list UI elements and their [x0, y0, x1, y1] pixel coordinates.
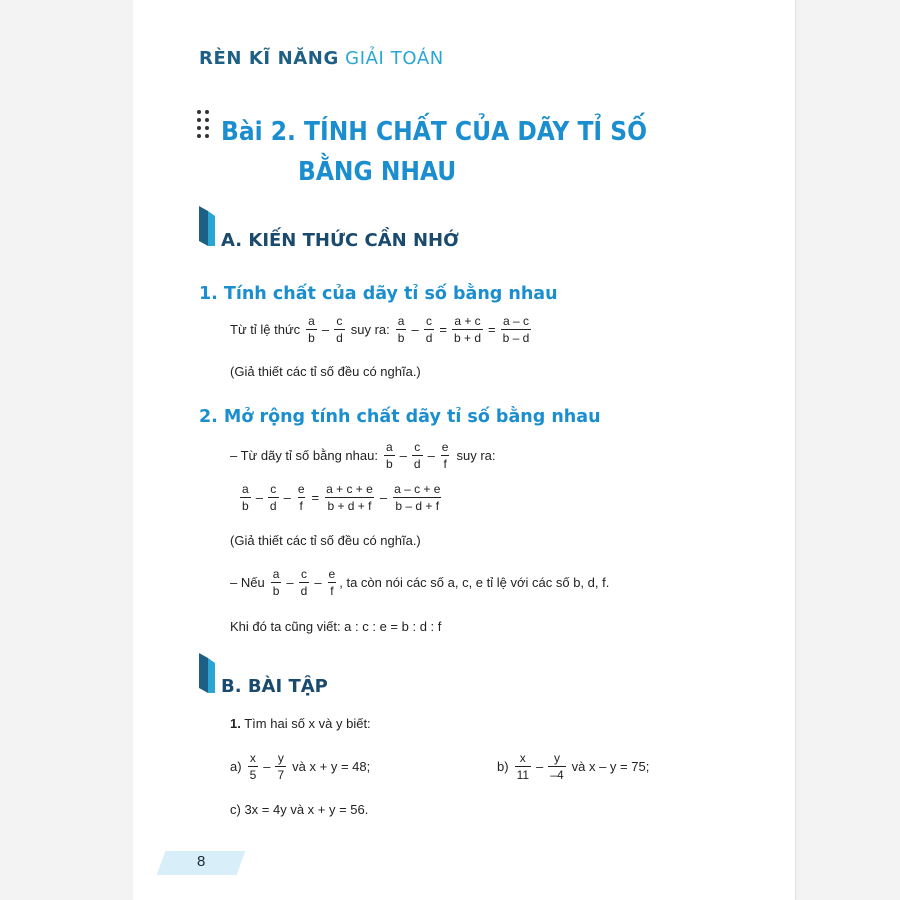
- fraction: $\frac{a + c + e}{b + d + f}$: [326, 482, 373, 513]
- section-a-title: A. KIẾN THỨC CẦN NHỚ: [221, 230, 459, 251]
- fraction: $\frac{e}{f}$: [441, 440, 449, 471]
- fraction: $\frac{e}{f}$: [297, 482, 305, 513]
- formula-suyra: suy ra:: [350, 322, 390, 337]
- equals-sign: –: [314, 575, 322, 590]
- fraction: $\frac{c}{d}$: [269, 482, 277, 513]
- fraction: $\frac{e}{f}$: [328, 567, 336, 598]
- equals-sign: –: [411, 322, 419, 337]
- fraction: $\frac{a - c + e}{b - d + f}$: [394, 482, 441, 513]
- part-b-label: b): [497, 759, 509, 774]
- fraction: $\frac{c}{d}$: [300, 567, 308, 598]
- running-header: [199, 48, 444, 69]
- neu-tail-text: , ta còn nói các số a, c, e tỉ lệ với các số b, d, f.: [339, 575, 610, 590]
- equals-sign: =: [311, 490, 320, 505]
- equals-sign: –: [286, 575, 294, 590]
- note-2: (Giả thiết các tỉ số đều có nghĩa.): [230, 533, 421, 548]
- section-marker-icon: [199, 653, 215, 693]
- lesson-title: [221, 112, 741, 192]
- header-part2: GIẢI TOÁN: [345, 48, 444, 69]
- equals-sign: –: [427, 448, 435, 463]
- part-b-tail: và x – y = 75;: [571, 759, 650, 774]
- fraction: $\frac{x}{11}$: [516, 751, 530, 782]
- equals-sign: –: [321, 322, 330, 337]
- extended-formula: [238, 482, 444, 513]
- fraction: $\frac{a}{b}$: [397, 314, 405, 345]
- fraction: $\frac{a}{b}$: [242, 482, 249, 513]
- exercise-1b: [497, 751, 649, 782]
- fraction: $\frac{y}{-4}$: [550, 751, 564, 782]
- fraction: $\frac{a}{b}$: [385, 440, 393, 471]
- header-part1: RÈN KĨ NĂNG: [199, 48, 339, 69]
- equals-sign: –: [379, 490, 388, 505]
- extended-suyra: suy ra:: [456, 448, 496, 463]
- formula-lead: Từ tỉ lệ thức: [230, 322, 301, 337]
- section-marker-icon: [199, 206, 215, 246]
- part-a-tail: và x + y = 48;: [292, 759, 371, 774]
- equals-sign: =: [439, 322, 447, 337]
- exercise-1c: c) 3x = 4y và x + y = 56.: [230, 802, 369, 817]
- fraction: $\frac{a}{b}$: [308, 314, 315, 345]
- subsection-1-title: 1. Tính chất của dãy tỉ số bằng nhau: [199, 284, 558, 304]
- equals-sign: –: [536, 759, 544, 774]
- proportional-statement: [230, 567, 609, 598]
- page-number: 8: [197, 853, 206, 870]
- property-formula: [230, 314, 533, 345]
- lesson-title-line1: Bài 2. TÍNH CHẤT CỦA DÃY TỈ SỐ: [221, 117, 647, 147]
- equals-sign: –: [283, 490, 291, 505]
- fraction: $\frac{a + c}{b + d}$: [453, 314, 482, 345]
- equals-sign: –: [263, 759, 271, 774]
- extended-lead: [230, 440, 496, 471]
- part-a-label: a): [230, 759, 242, 774]
- fraction: $\frac{a}{b}$: [272, 567, 280, 598]
- exercise-prompt: Tìm hai số x và y biết:: [244, 716, 371, 731]
- exercise-number: 1.: [230, 716, 241, 731]
- equals-sign: =: [488, 322, 496, 337]
- fraction: $\frac{c}{d}$: [336, 314, 343, 345]
- subsection-2-title: 2. Mở rộng tính chất dãy tỉ số bằng nhau: [199, 407, 601, 427]
- book-page: [133, 0, 795, 900]
- equals-sign: –: [399, 448, 407, 463]
- dots-icon: [197, 110, 213, 140]
- fraction: $\frac{c}{d}$: [413, 440, 421, 471]
- section-b-title: B. BÀI TẬP: [221, 676, 328, 697]
- neu-text: – Nếu: [230, 575, 265, 590]
- ratio-notation: Khi đó ta cũng viết: a : c : e = b : d : f: [230, 619, 442, 634]
- exercise-1a: [230, 751, 370, 782]
- exercise-1-text: [230, 716, 371, 731]
- equals-sign: –: [255, 490, 263, 505]
- fraction: $\frac{y}{7}$: [277, 751, 285, 782]
- extended-lead-text: – Từ dãy tỉ số bằng nhau:: [230, 448, 378, 463]
- fraction: $\frac{x}{5}$: [249, 751, 257, 782]
- fraction: $\frac{c}{d}$: [425, 314, 433, 345]
- fraction: $\frac{a - c}{b - d}$: [502, 314, 530, 345]
- lesson-title-line2: BẰNG NHAU: [298, 157, 457, 187]
- note-1: (Giả thiết các tỉ số đều có nghĩa.): [230, 364, 421, 379]
